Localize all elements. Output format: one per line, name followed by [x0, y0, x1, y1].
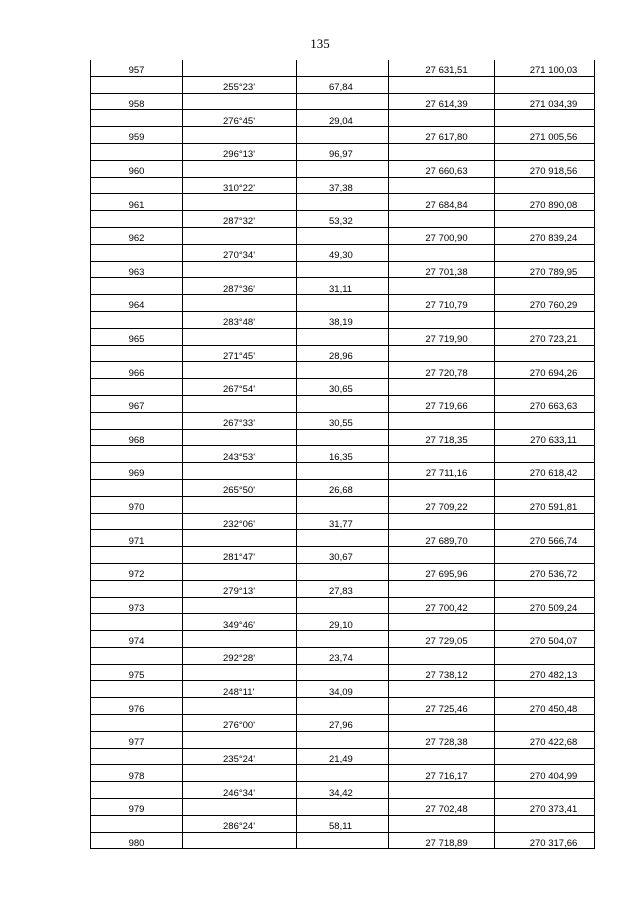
- empty-cell: [495, 479, 595, 496]
- segment-row: [91, 244, 595, 261]
- empty-cell: [91, 547, 183, 564]
- empty-cell: [91, 815, 183, 832]
- direction-angle: 279°13': [183, 580, 297, 597]
- coord-y: 271 034,39: [495, 93, 595, 110]
- point-number: 978: [91, 765, 183, 782]
- segment-row: [91, 211, 595, 228]
- direction-angle: 267°33': [183, 412, 297, 429]
- direction-angle: 271°45': [183, 345, 297, 362]
- empty-cell: [91, 278, 183, 295]
- direction-angle: 276°00': [183, 715, 297, 732]
- empty-cell: [389, 647, 495, 664]
- empty-cell: [495, 815, 595, 832]
- empty-cell: [297, 261, 389, 278]
- point-number: 962: [91, 227, 183, 244]
- coord-x: 27 720,78: [389, 362, 495, 379]
- coord-x: 27 716,17: [389, 765, 495, 782]
- empty-cell: [183, 563, 297, 580]
- point-row: [91, 194, 595, 211]
- empty-cell: [183, 328, 297, 345]
- empty-cell: [495, 446, 595, 463]
- empty-cell: [183, 395, 297, 412]
- empty-cell: [91, 143, 183, 160]
- empty-cell: [495, 748, 595, 765]
- segment-length: 58,11: [297, 815, 389, 832]
- empty-cell: [495, 177, 595, 194]
- empty-cell: [495, 379, 595, 396]
- empty-cell: [297, 563, 389, 580]
- point-row: [91, 799, 595, 816]
- coord-x: 27 710,79: [389, 295, 495, 312]
- empty-cell: [297, 463, 389, 480]
- segment-length: 49,30: [297, 244, 389, 261]
- segment-row: [91, 143, 595, 160]
- point-row: [91, 631, 595, 648]
- coord-x: 27 702,48: [389, 799, 495, 816]
- segment-row: [91, 815, 595, 832]
- empty-cell: [183, 631, 297, 648]
- empty-cell: [495, 647, 595, 664]
- coord-x: 27 728,38: [389, 731, 495, 748]
- empty-cell: [297, 698, 389, 715]
- empty-cell: [297, 496, 389, 513]
- empty-cell: [183, 731, 297, 748]
- segment-row: [91, 513, 595, 530]
- empty-cell: [297, 60, 389, 76]
- empty-cell: [389, 715, 495, 732]
- coord-x: 27 718,35: [389, 429, 495, 446]
- empty-cell: [91, 345, 183, 362]
- coord-x: 27 738,12: [389, 664, 495, 681]
- coord-y: 270 422,68: [495, 731, 595, 748]
- empty-cell: [91, 647, 183, 664]
- empty-cell: [495, 715, 595, 732]
- empty-cell: [183, 362, 297, 379]
- coord-x: 27 617,80: [389, 127, 495, 144]
- point-number: 977: [91, 731, 183, 748]
- empty-cell: [495, 782, 595, 799]
- direction-angle: 281°47': [183, 547, 297, 564]
- empty-cell: [495, 412, 595, 429]
- coord-y: 270 633,11: [495, 429, 595, 446]
- coord-x: 27 711,16: [389, 463, 495, 480]
- empty-cell: [495, 244, 595, 261]
- empty-cell: [297, 295, 389, 312]
- empty-cell: [183, 429, 297, 446]
- empty-cell: [297, 362, 389, 379]
- coord-x: 27 695,96: [389, 563, 495, 580]
- coord-x: 27 719,90: [389, 328, 495, 345]
- point-number: 959: [91, 127, 183, 144]
- empty-cell: [183, 832, 297, 849]
- segment-row: [91, 278, 595, 295]
- segment-row: [91, 614, 595, 631]
- coord-y: 270 663,63: [495, 395, 595, 412]
- coord-x: 27 719,66: [389, 395, 495, 412]
- empty-cell: [91, 311, 183, 328]
- empty-cell: [91, 715, 183, 732]
- empty-cell: [389, 513, 495, 530]
- empty-cell: [389, 547, 495, 564]
- empty-cell: [91, 76, 183, 93]
- coord-x: 27 701,38: [389, 261, 495, 278]
- empty-cell: [389, 143, 495, 160]
- direction-angle: 267°54': [183, 379, 297, 396]
- direction-angle: 255°23': [183, 76, 297, 93]
- empty-cell: [495, 143, 595, 160]
- point-number: 976: [91, 698, 183, 715]
- segment-row: [91, 782, 595, 799]
- empty-cell: [183, 227, 297, 244]
- empty-cell: [495, 345, 595, 362]
- empty-cell: [297, 160, 389, 177]
- empty-cell: [389, 580, 495, 597]
- coord-x: 27 709,22: [389, 496, 495, 513]
- coord-x: 27 684,84: [389, 194, 495, 211]
- point-number: 969: [91, 463, 183, 480]
- empty-cell: [495, 211, 595, 228]
- direction-angle: 243°53': [183, 446, 297, 463]
- segment-row: [91, 110, 595, 127]
- point-number: 972: [91, 563, 183, 580]
- segment-length: 30,67: [297, 547, 389, 564]
- empty-cell: [297, 631, 389, 648]
- empty-cell: [389, 748, 495, 765]
- segment-length: 28,96: [297, 345, 389, 362]
- segment-length: 29,10: [297, 614, 389, 631]
- segment-row: [91, 647, 595, 664]
- empty-cell: [495, 513, 595, 530]
- empty-cell: [389, 479, 495, 496]
- empty-cell: [91, 681, 183, 698]
- direction-angle: 235°24': [183, 748, 297, 765]
- empty-cell: [183, 60, 297, 76]
- point-row: [91, 429, 595, 446]
- segment-length: 16,35: [297, 446, 389, 463]
- point-row: [91, 328, 595, 345]
- point-number: 961: [91, 194, 183, 211]
- empty-cell: [297, 765, 389, 782]
- point-row: [91, 597, 595, 614]
- coord-y: 270 760,29: [495, 295, 595, 312]
- point-row: [91, 765, 595, 782]
- empty-cell: [91, 580, 183, 597]
- direction-angle: 265°50': [183, 479, 297, 496]
- coord-y: 270 504,07: [495, 631, 595, 648]
- point-number: 975: [91, 664, 183, 681]
- empty-cell: [183, 127, 297, 144]
- direction-angle: 276°45': [183, 110, 297, 127]
- point-row: [91, 463, 595, 480]
- empty-cell: [183, 765, 297, 782]
- point-row: [91, 731, 595, 748]
- empty-cell: [91, 479, 183, 496]
- empty-cell: [389, 681, 495, 698]
- point-row: [91, 698, 595, 715]
- direction-angle: 246°34': [183, 782, 297, 799]
- segment-row: [91, 345, 595, 362]
- empty-cell: [389, 614, 495, 631]
- segment-length: 29,04: [297, 110, 389, 127]
- direction-angle: 296°13': [183, 143, 297, 160]
- segment-length: 31,77: [297, 513, 389, 530]
- segment-length: 26,68: [297, 479, 389, 496]
- direction-angle: 310°22': [183, 177, 297, 194]
- segment-row: [91, 748, 595, 765]
- coord-y: 270 618,42: [495, 463, 595, 480]
- empty-cell: [495, 76, 595, 93]
- empty-cell: [297, 127, 389, 144]
- point-number: 968: [91, 429, 183, 446]
- empty-cell: [183, 530, 297, 547]
- empty-cell: [495, 681, 595, 698]
- coord-x: 27 718,89: [389, 832, 495, 849]
- point-number: 974: [91, 631, 183, 648]
- empty-cell: [91, 513, 183, 530]
- point-number: 964: [91, 295, 183, 312]
- segment-row: [91, 76, 595, 93]
- coord-y: 270 789,95: [495, 261, 595, 278]
- segment-length: 27,96: [297, 715, 389, 732]
- empty-cell: [297, 93, 389, 110]
- segment-length: 37,38: [297, 177, 389, 194]
- empty-cell: [495, 110, 595, 127]
- coord-y: 270 591,81: [495, 496, 595, 513]
- empty-cell: [91, 748, 183, 765]
- empty-cell: [91, 244, 183, 261]
- empty-cell: [91, 412, 183, 429]
- segment-row: [91, 379, 595, 396]
- coord-x: 27 614,39: [389, 93, 495, 110]
- point-number: 963: [91, 261, 183, 278]
- empty-cell: [389, 379, 495, 396]
- coord-y: 270 536,72: [495, 563, 595, 580]
- empty-cell: [297, 530, 389, 547]
- empty-cell: [297, 429, 389, 446]
- empty-cell: [495, 278, 595, 295]
- empty-cell: [297, 227, 389, 244]
- empty-cell: [183, 261, 297, 278]
- segment-length: 27,83: [297, 580, 389, 597]
- empty-cell: [389, 278, 495, 295]
- coord-x: 27 660,63: [389, 160, 495, 177]
- coord-x: 27 725,46: [389, 698, 495, 715]
- empty-cell: [389, 446, 495, 463]
- direction-angle: 270°34': [183, 244, 297, 261]
- direction-angle: 287°32': [183, 211, 297, 228]
- empty-cell: [183, 295, 297, 312]
- empty-cell: [389, 76, 495, 93]
- coord-y: 270 450,48: [495, 698, 595, 715]
- empty-cell: [91, 211, 183, 228]
- segment-length: 34,09: [297, 681, 389, 698]
- direction-angle: 248°11': [183, 681, 297, 698]
- segment-row: [91, 177, 595, 194]
- point-row: [91, 93, 595, 110]
- empty-cell: [297, 395, 389, 412]
- direction-angle: 292°28': [183, 647, 297, 664]
- segment-length: 96,97: [297, 143, 389, 160]
- coord-y: 271 005,56: [495, 127, 595, 144]
- empty-cell: [91, 782, 183, 799]
- empty-cell: [183, 597, 297, 614]
- empty-cell: [297, 328, 389, 345]
- segment-row: [91, 580, 595, 597]
- empty-cell: [297, 194, 389, 211]
- coord-y: 270 918,56: [495, 160, 595, 177]
- coord-y: 270 373,41: [495, 799, 595, 816]
- point-number: 970: [91, 496, 183, 513]
- empty-cell: [183, 463, 297, 480]
- empty-cell: [91, 614, 183, 631]
- empty-cell: [495, 547, 595, 564]
- segment-length: 31,11: [297, 278, 389, 295]
- point-row: [91, 295, 595, 312]
- empty-cell: [91, 110, 183, 127]
- segment-row: [91, 681, 595, 698]
- point-number: 973: [91, 597, 183, 614]
- segment-length: 67,84: [297, 76, 389, 93]
- coord-y: 270 839,24: [495, 227, 595, 244]
- point-row: [91, 60, 595, 76]
- empty-cell: [389, 110, 495, 127]
- empty-cell: [389, 412, 495, 429]
- point-row: [91, 832, 595, 849]
- point-row: [91, 261, 595, 278]
- point-row: [91, 160, 595, 177]
- empty-cell: [297, 664, 389, 681]
- empty-cell: [389, 311, 495, 328]
- empty-cell: [389, 345, 495, 362]
- coordinates-table-body: [91, 60, 595, 849]
- point-row: [91, 362, 595, 379]
- empty-cell: [389, 177, 495, 194]
- coord-y: 271 100,03: [495, 60, 595, 76]
- empty-cell: [91, 446, 183, 463]
- page-number: 135: [310, 36, 330, 51]
- empty-cell: [183, 799, 297, 816]
- segment-row: [91, 311, 595, 328]
- coord-y: 270 694,26: [495, 362, 595, 379]
- empty-cell: [297, 731, 389, 748]
- coord-x: 27 689,70: [389, 530, 495, 547]
- segment-length: 34,42: [297, 782, 389, 799]
- coord-x: 27 631,51: [389, 60, 495, 76]
- coord-y: 270 890,08: [495, 194, 595, 211]
- point-number: 979: [91, 799, 183, 816]
- empty-cell: [389, 815, 495, 832]
- empty-cell: [297, 832, 389, 849]
- coord-y: 270 509,24: [495, 597, 595, 614]
- empty-cell: [91, 379, 183, 396]
- empty-cell: [495, 311, 595, 328]
- empty-cell: [183, 496, 297, 513]
- point-row: [91, 395, 595, 412]
- coord-y: 270 317,66: [495, 832, 595, 849]
- point-number: 967: [91, 395, 183, 412]
- segment-row: [91, 547, 595, 564]
- point-row: [91, 496, 595, 513]
- empty-cell: [495, 614, 595, 631]
- segment-row: [91, 479, 595, 496]
- coord-x: 27 700,90: [389, 227, 495, 244]
- coord-x: 27 729,05: [389, 631, 495, 648]
- point-row: [91, 530, 595, 547]
- empty-cell: [389, 244, 495, 261]
- point-number: 971: [91, 530, 183, 547]
- empty-cell: [495, 580, 595, 597]
- point-number: 957: [91, 60, 183, 76]
- point-number: 958: [91, 93, 183, 110]
- empty-cell: [183, 698, 297, 715]
- empty-cell: [183, 194, 297, 211]
- coordinates-table: [90, 60, 595, 849]
- segment-length: 30,55: [297, 412, 389, 429]
- coord-y: 270 482,13: [495, 664, 595, 681]
- coord-y: 270 723,21: [495, 328, 595, 345]
- segment-length: 30,65: [297, 379, 389, 396]
- point-number: 980: [91, 832, 183, 849]
- point-row: [91, 664, 595, 681]
- segment-length: 23,74: [297, 647, 389, 664]
- segment-length: 38,19: [297, 311, 389, 328]
- point-row: [91, 563, 595, 580]
- point-row: [91, 127, 595, 144]
- empty-cell: [183, 93, 297, 110]
- segment-row: [91, 446, 595, 463]
- coord-y: 270 404,99: [495, 765, 595, 782]
- direction-angle: 283°48': [183, 311, 297, 328]
- empty-cell: [297, 799, 389, 816]
- segment-row: [91, 412, 595, 429]
- point-number: 966: [91, 362, 183, 379]
- point-number: 960: [91, 160, 183, 177]
- segment-length: 53,32: [297, 211, 389, 228]
- coord-x: 27 700,42: [389, 597, 495, 614]
- point-number: 965: [91, 328, 183, 345]
- direction-angle: 287°36': [183, 278, 297, 295]
- direction-angle: 349°46': [183, 614, 297, 631]
- empty-cell: [389, 211, 495, 228]
- segment-row: [91, 715, 595, 732]
- direction-angle: 232°06': [183, 513, 297, 530]
- empty-cell: [297, 597, 389, 614]
- coord-y: 270 566,74: [495, 530, 595, 547]
- empty-cell: [91, 177, 183, 194]
- empty-cell: [183, 160, 297, 177]
- empty-cell: [389, 782, 495, 799]
- empty-cell: [183, 664, 297, 681]
- segment-length: 21,49: [297, 748, 389, 765]
- direction-angle: 286°24': [183, 815, 297, 832]
- point-row: [91, 227, 595, 244]
